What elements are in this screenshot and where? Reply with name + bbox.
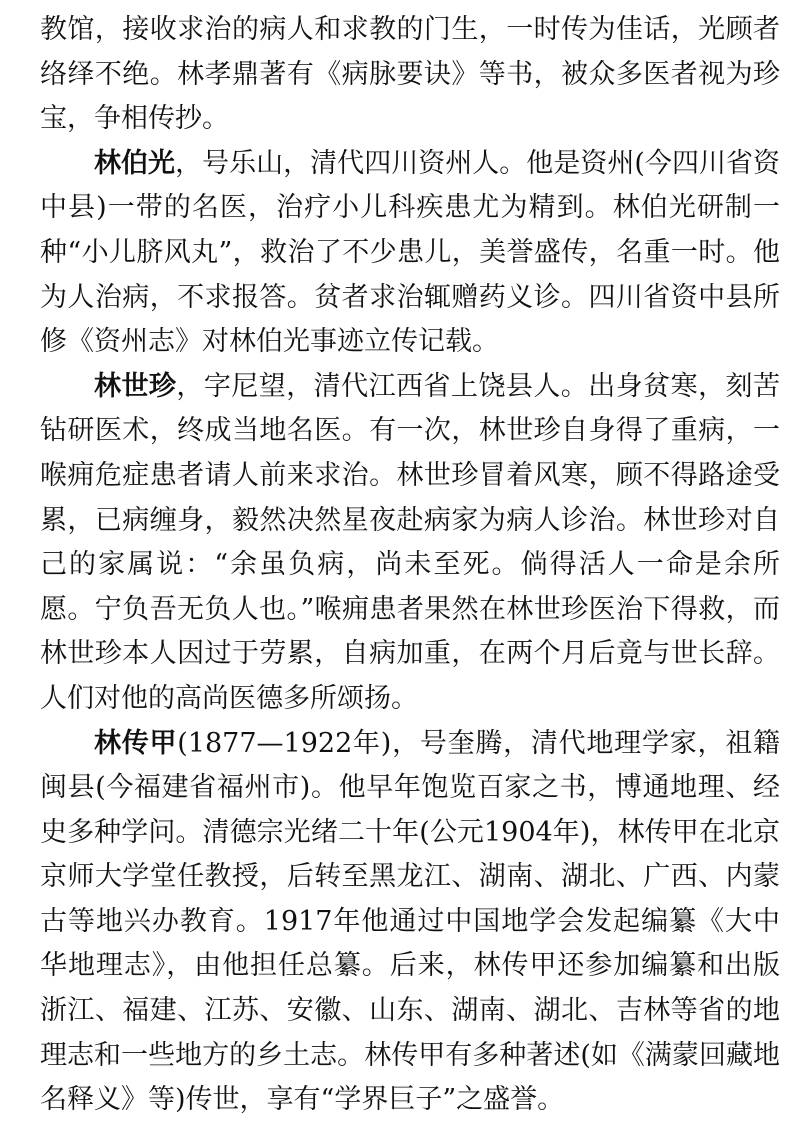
document-page bbox=[40, 8, 780, 1123]
paragraph-text: (1877—1922年)，号奎腾，清代地理学家，祖籍闽县(今福建省福州市)。他早年饱览百家之书，博通地理、经史多种学问。清德宗光绪二十年(公元1904年)，林传甲在北京京师大学堂任教授，后转至黑龙江、湖南、湖北、广西、内蒙古等地兴办教育。1917年他通过中国地学会发起编纂《大中华地理志》，由他担任总纂。后来，林传甲还参加编纂和出版浙江、福建、江苏、安徽、山东、湖南、湖北、吉林等省的地理志和一些地方的乡土志。林传甲有多种著述(如《满蒙回藏地名释义》等)传世，享有“学界巨子”之盛誉。 bbox=[40, 727, 780, 1116]
paragraph-text: ，字尼望，清代江西省上饶县人。出身贫寒，刻苦钻研医术，终成当地名医。有一次，林世珍自身得了重病，一喉痈危症患者请人前来求治。林世珍冒着风寒，顾不得路途受累，已病缠身，毅然决然星夜赴病家为病人诊治。林世珍对自己的家属说：“余虽负病，尚未至死。倘得活人一命是余所愿。宁负吾无负人也。”喉痈患者果然在林世珍医治下得救，而林世珍本人因过于劳累，自病加重，在两个月后竟与世长辞。人们对他的高尚医德多所颂扬。 bbox=[40, 370, 780, 714]
person-name-heading: 林伯光 bbox=[94, 147, 176, 179]
paragraph-lin-shizhen bbox=[40, 365, 780, 722]
paragraph-lin-boguang bbox=[40, 142, 780, 365]
person-name-heading: 林世珍 bbox=[94, 370, 177, 402]
paragraph-text: 教馆，接收求治的病人和求教的门生，一时传为佳话，光顾者络绎不绝。林孝鼎著有《病脉要诀》等书，被众多医者视为珍宝，争相传抄。 bbox=[40, 14, 780, 135]
paragraph-text: ，号乐山，清代四川资州人。他是资州(今四川省资中县)一带的名医，治疗小儿科疾患尤为精到。林伯光研制一种“小儿脐风丸”，救治了不少患儿，美誉盛传，名重一时。他为人治病，不求报答。贫者求治辄赠药义诊。四川省资中县所修《资州志》对林伯光事迹立传记载。 bbox=[40, 147, 780, 358]
person-name-heading: 林传甲 bbox=[94, 727, 178, 759]
paragraph-continued bbox=[40, 8, 780, 142]
paragraph-lin-chuanjia bbox=[40, 722, 780, 1123]
